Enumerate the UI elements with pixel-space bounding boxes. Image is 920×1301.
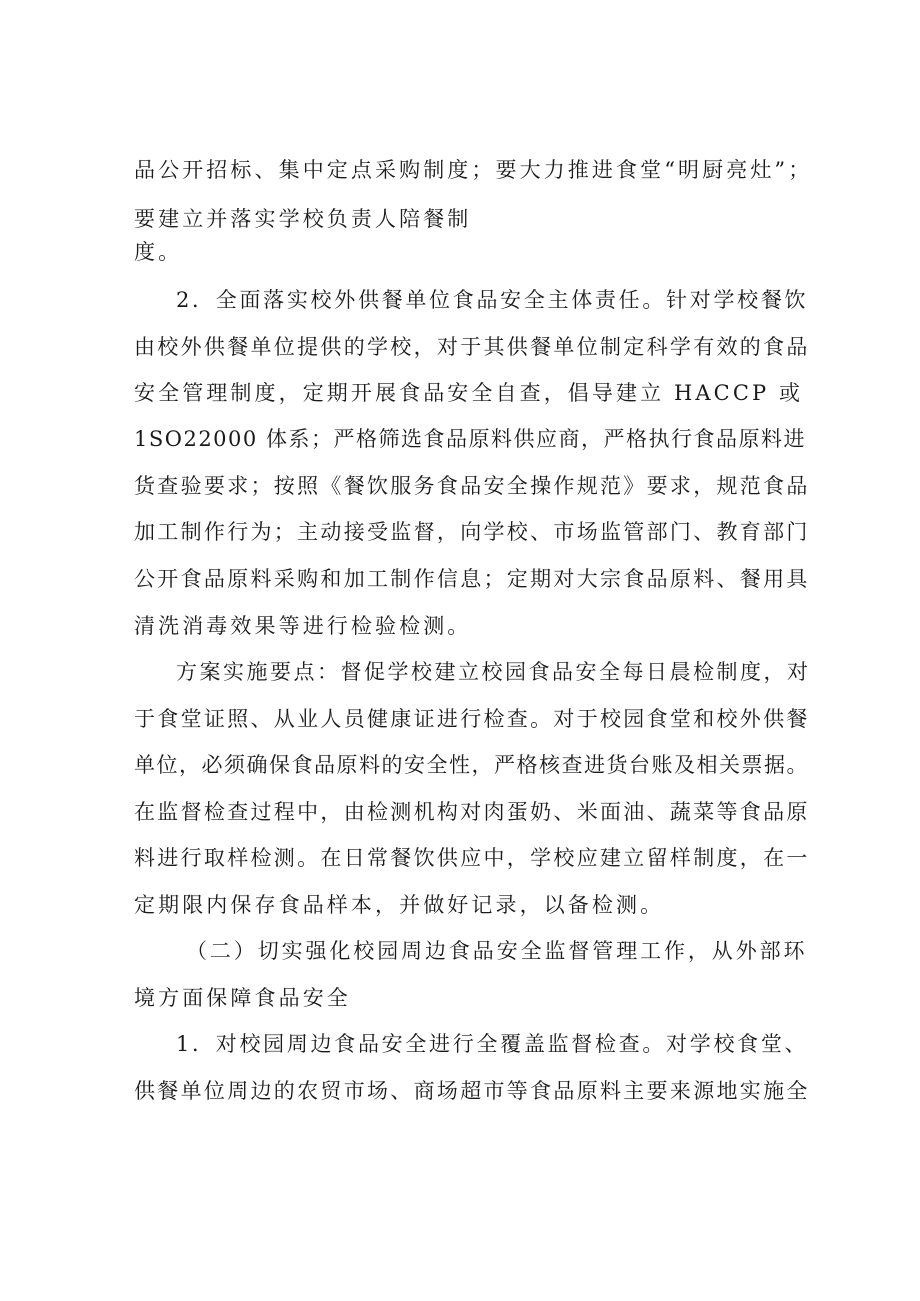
text-line: 公开食品原料采购和加工制作信息；定期对大宗食品原料、餐用具 — [134, 567, 810, 591]
text-line: 供餐单位周边的农贸市场、商场超市等食品原料主要来源地实施全 — [134, 1079, 810, 1103]
text-line: 货查验要求；按照《餐饮服务食品安全操作规范》要求，规范食品 — [134, 474, 810, 498]
text-line: 2．全面落实校外供餐单位食品安全主体责任。针对学校餐饮 — [176, 288, 809, 312]
text-line: 度。 — [134, 240, 183, 264]
text-line: 加工制作行为；主动接受监督，向学校、市场监管部门、教育部门 — [134, 520, 810, 544]
text-line: 在监督检查过程中，由检测机构对肉蛋奶、米面油、蔬菜等食品原 — [134, 800, 810, 824]
text-line: 单位，必须确保食品原料的安全性，严格核查进货台账及相关票据。 — [134, 753, 809, 777]
text-line: 1SO22000 体系；严格筛选食品原料供应商，严格执行食品原料进 — [134, 427, 806, 451]
text-line: 1．对校园周边食品安全进行全覆盖监督检查。对学校食堂、 — [176, 1032, 809, 1056]
section-heading: （二）切实强化校园周边食品安全监督管理工作，从外部环 — [186, 939, 808, 963]
text-line: 品公开招标、集中定点采购制度；要大力推进食堂“明厨亮灶”； — [134, 158, 813, 182]
text-line: 定期限内保存食品样本，并做好记录，以备检测。 — [134, 893, 665, 917]
text-line: 要建立并落实学校负责人陪餐制 — [134, 207, 472, 231]
text-line: 于食堂证照、从业人员健康证进行检查。对于校园食堂和校外供餐 — [134, 707, 810, 731]
text-line: 由校外供餐单位提供的学校，对于其供餐单位制定科学有效的食品 — [134, 335, 810, 359]
text-line: 方案实施要点：督促学校建立校园食品安全每日晨检制度，对 — [176, 660, 811, 684]
text-line: 料进行取样检测。在日常餐饮供应中，学校应建立留样制度，在一 — [134, 846, 810, 870]
section-heading: 境方面保障食品安全 — [134, 986, 351, 1010]
text-line: 清洗消毒效果等进行检验检测。 — [134, 614, 472, 638]
text-line: 安全管理制度，定期开展食品安全自查，倡导建立 HACCP 或 — [134, 381, 804, 405]
